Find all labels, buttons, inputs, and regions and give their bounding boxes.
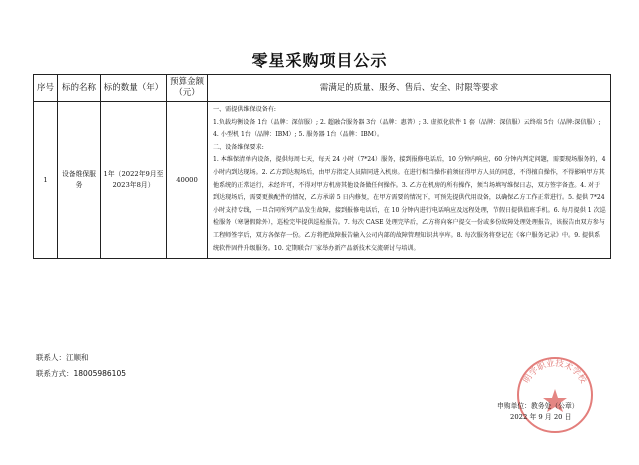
cell-budget: 40000	[167, 102, 208, 259]
header-requirements: 需满足的质量、服务、售后、安全、时限等要求	[208, 75, 611, 102]
svg-text:明学职业技术学校: 明学职业技术学校	[521, 358, 589, 386]
cell-requirements	[208, 102, 611, 259]
cell-qty: 1年（2022年9月至2023年8月）	[101, 102, 167, 259]
table-header-row	[34, 75, 611, 102]
section-equipment-title: 一、需提供维保设备有:	[213, 106, 276, 113]
section-equipment-list: 1.负载均衡设备 1台（品牌：深信服）; 2. 超融合服务器 3台（品牌：惠普）; 3. 虚拟化软件 1 套（品牌：深信服）云终端 5台（品牌:深信服）; 4. 小型机 1台（品牌：IBM）; 5. 服务器 1台（品牌：IBM）。	[213, 118, 601, 139]
header-qty: 标的数量（年）	[101, 75, 167, 102]
header-budget: 预算金额（元）	[167, 75, 208, 102]
section-maintenance-title: 二、设备维保要求:	[213, 143, 264, 151]
contact-phone: 联系方式：18005986105	[36, 369, 126, 378]
contact-person: 联系人：江顺和	[36, 353, 89, 362]
applicant-unit: 申购单位：教务处（公章）	[497, 402, 579, 410]
official-seal	[510, 351, 600, 435]
cell-no: 1	[34, 102, 58, 259]
procurement-table	[33, 74, 611, 259]
sign-date: 2022 年 9 月 20 日	[510, 413, 572, 421]
page-title: 零星采购项目公示	[251, 51, 388, 70]
cell-name: 设备维保服务	[58, 102, 101, 259]
table-row	[34, 102, 611, 259]
seal-stamp-icon	[510, 351, 600, 435]
section-maintenance-text: 1. 本维保清单内设备，提供每周七天，每天 24 小时（7*24）服务，接到报修电话后，10 分钟内响应，60 分钟内判定问题，需要现场服务的，4 小时内到达现场。2. 乙方到达现场后，由甲方指定人员陪同进入机房。在进行相当操作前须征得甲方人员的同意，不得擅自操作，不得影响甲方其他系统的正常运行，未经许可，不得对甲方机房其他设备做任何操作。3. 乙方在机房的所有操作，须当场填写维保日志，双方签字备查。4. 对于到达现场后，需要更换配件的情况，乙方承诺 5 日内修复，在甲方需要的情况下，可预先提供代用设备，以确保乙方工作正常进行。5. 提供 7*24 小时支持专线，一旦合同所列产品发生故障，接到报修电话后，在 10 分钟内进行电话响应及远程处理，节假日提供值班手机。6. 每月提供 1 次巡检服务（寒暑假除外），巡检完毕提供巡检报告。7. 每次 CASE 处理完毕后，乙方将向客户提交一份或多份故障处理处理报告，该报告由双方参与工程师签字后，双方各保存一份。乙方将把故障报告输入公司内部的故障管理知识共享库。8. 每次服务将登记在《客户服务记录》中。9. 提供系统软件固件升级服务。10. 定期联合厂家举办新产品新技术交流研讨与培训。	[213, 156, 606, 252]
header-name: 标的名称	[58, 75, 101, 102]
header-no: 序号	[34, 75, 58, 102]
